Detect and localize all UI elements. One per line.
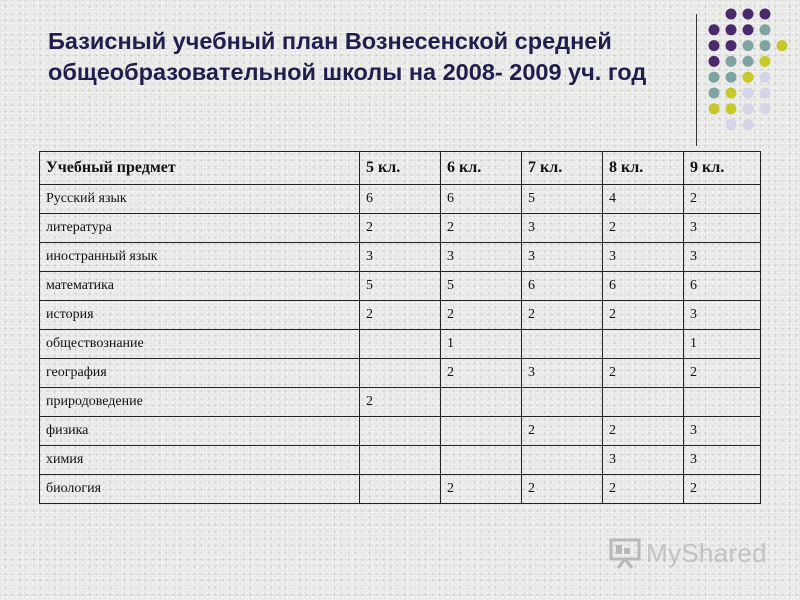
hours-cell [522, 388, 603, 417]
hours-cell [441, 388, 522, 417]
table-row [40, 388, 761, 417]
subject-cell: химия [40, 446, 360, 475]
subject-cell: история [40, 301, 360, 330]
hours-cell: 3 [684, 446, 761, 475]
slide-title: Базисный учебный план Вознесенской средней общеобразовательной школы на 2008- 2009 уч. год [48, 28, 647, 85]
decor-dot [743, 103, 754, 114]
hours-cell: 3 [522, 214, 603, 243]
hours-cell: 6 [522, 272, 603, 301]
hours-cell [360, 446, 441, 475]
subject-cell: природоведение [40, 388, 360, 417]
decor-dot [743, 9, 754, 20]
hours-cell [360, 417, 441, 446]
subject-cell: биология [40, 475, 360, 504]
hours-cell [522, 330, 603, 359]
hours-cell: 2 [522, 475, 603, 504]
subject-cell: литература [40, 214, 360, 243]
hours-cell: 1 [684, 330, 761, 359]
decor-dot [726, 72, 737, 83]
decor-dot [760, 9, 771, 20]
decor-dot [743, 56, 754, 67]
hours-cell: 3 [360, 243, 441, 272]
hours-cell: 2 [603, 301, 684, 330]
decor-dot [760, 24, 771, 35]
table-row [40, 446, 761, 475]
decor-dot [760, 40, 771, 51]
hours-cell [360, 330, 441, 359]
decor-dot [726, 40, 737, 51]
table-row [40, 272, 761, 301]
subject-cell: обществознание [40, 330, 360, 359]
hours-cell: 3 [684, 417, 761, 446]
header-grade-5: 5 кл. [360, 152, 441, 185]
table-header-row [40, 152, 761, 185]
hours-cell: 2 [360, 388, 441, 417]
hours-cell: 2 [522, 417, 603, 446]
table-row [40, 417, 761, 446]
hours-cell: 3 [522, 359, 603, 388]
decor-dot [726, 24, 737, 35]
hours-cell [603, 388, 684, 417]
hours-cell: 6 [684, 272, 761, 301]
hours-cell: 2 [441, 301, 522, 330]
decor-dot [709, 56, 720, 67]
hours-cell: 3 [684, 301, 761, 330]
decor-dot [709, 40, 720, 51]
hours-cell [684, 388, 761, 417]
hours-cell: 2 [441, 475, 522, 504]
header-grade-6: 6 кл. [441, 152, 522, 185]
curriculum-table [39, 151, 761, 504]
hours-cell: 3 [684, 243, 761, 272]
hours-cell: 5 [441, 272, 522, 301]
decor-dot [743, 119, 754, 130]
divider-line [696, 14, 697, 146]
table-row [40, 330, 761, 359]
subject-cell: Русский язык [40, 185, 360, 214]
header-grade-7: 7 кл. [522, 152, 603, 185]
hours-cell: 6 [603, 272, 684, 301]
hours-cell: 2 [522, 301, 603, 330]
myshared-watermark [608, 536, 767, 570]
decor-dot [777, 40, 788, 51]
decor-dot [709, 103, 720, 114]
hours-cell: 3 [684, 214, 761, 243]
table-row [40, 214, 761, 243]
decor-dot [726, 56, 737, 67]
decor-dot [743, 88, 754, 99]
decorative-dots [708, 8, 798, 132]
hours-cell [603, 330, 684, 359]
decor-dot [709, 72, 720, 83]
watermark-text: MyShared [646, 537, 767, 568]
table-row [40, 301, 761, 330]
table-row [40, 359, 761, 388]
hours-cell: 2 [360, 301, 441, 330]
presentation-board-icon [608, 536, 642, 570]
subject-cell: математика [40, 272, 360, 301]
decor-dot [726, 88, 737, 99]
hours-cell: 2 [441, 359, 522, 388]
table-row [40, 243, 761, 272]
hours-cell [360, 475, 441, 504]
hours-cell: 2 [684, 475, 761, 504]
hours-cell: 3 [603, 243, 684, 272]
decor-dot [726, 9, 737, 20]
decor-dot [743, 24, 754, 35]
header-grade-8: 8 кл. [603, 152, 684, 185]
hours-cell: 6 [360, 185, 441, 214]
hours-cell: 2 [684, 359, 761, 388]
hours-cell: 2 [441, 214, 522, 243]
table-row [40, 475, 761, 504]
subject-cell: физика [40, 417, 360, 446]
header-grade-9: 9 кл. [684, 152, 761, 185]
subject-cell: иностранный язык [40, 243, 360, 272]
hours-cell [441, 417, 522, 446]
hours-cell: 5 [522, 185, 603, 214]
decor-dot [726, 119, 737, 130]
hours-cell: 4 [603, 185, 684, 214]
hours-cell: 1 [441, 330, 522, 359]
decor-dot [743, 40, 754, 51]
hours-cell [441, 446, 522, 475]
decor-dot [760, 88, 771, 99]
hours-cell: 2 [603, 475, 684, 504]
decor-dot [726, 103, 737, 114]
decor-dot [709, 24, 720, 35]
decor-dot [709, 88, 720, 99]
hours-cell: 2 [360, 214, 441, 243]
hours-cell: 2 [603, 214, 684, 243]
hours-cell: 3 [603, 446, 684, 475]
hours-cell: 6 [441, 185, 522, 214]
hours-cell: 2 [603, 359, 684, 388]
decor-dot [760, 56, 771, 67]
header-subject: Учебный предмет [40, 152, 360, 185]
hours-cell: 2 [603, 417, 684, 446]
decor-dot [760, 103, 771, 114]
hours-cell: 2 [684, 185, 761, 214]
hours-cell [522, 446, 603, 475]
hours-cell [360, 359, 441, 388]
hours-cell: 3 [522, 243, 603, 272]
decor-dot [743, 72, 754, 83]
hours-cell: 5 [360, 272, 441, 301]
subject-cell: география [40, 359, 360, 388]
table-row [40, 185, 761, 214]
hours-cell: 3 [441, 243, 522, 272]
decor-dot [760, 72, 771, 83]
